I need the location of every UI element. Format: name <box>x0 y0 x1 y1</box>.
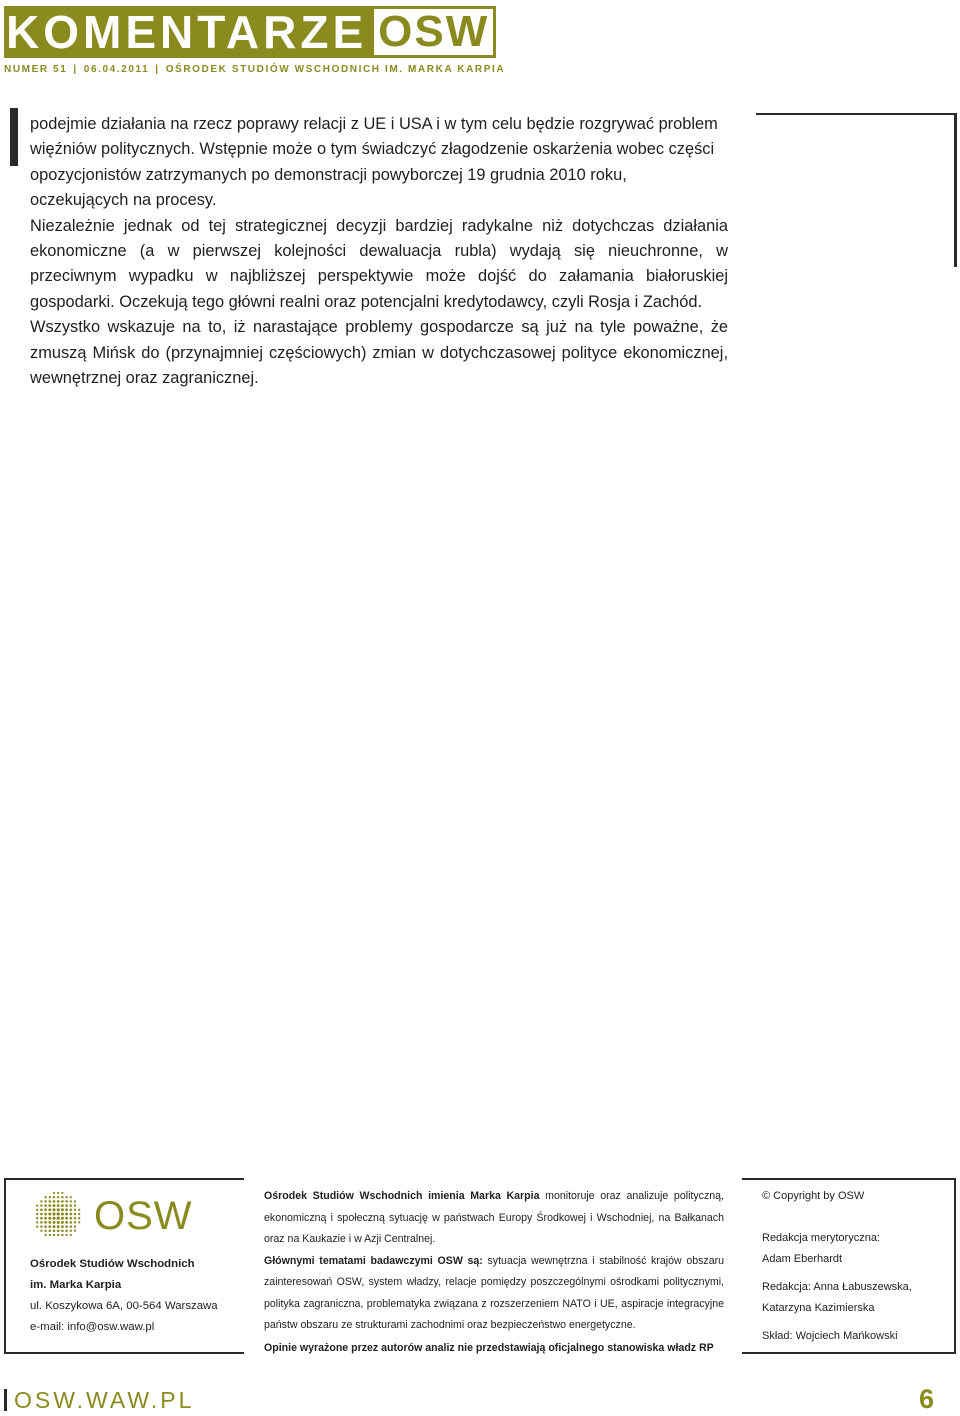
logo-dot <box>44 1213 47 1216</box>
logo-dot <box>40 1213 43 1216</box>
logo-dot <box>57 1212 60 1215</box>
right-rule-side <box>954 113 957 267</box>
logo-dot <box>74 1200 76 1202</box>
logo-dot <box>65 1208 68 1211</box>
logo-dot <box>53 1192 55 1194</box>
logo-dot <box>44 1217 47 1220</box>
sklad: Skład: Wojciech Mańkowski <box>762 1329 898 1342</box>
logo-dot <box>44 1221 47 1224</box>
logo-dot <box>69 1221 72 1224</box>
logo-dot <box>40 1200 42 1202</box>
editor-label: Redakcja merytoryczna: <box>762 1231 880 1244</box>
logo-dot <box>61 1225 64 1228</box>
logo-dot <box>48 1208 51 1211</box>
logo-dot <box>61 1212 64 1215</box>
logo-dot <box>52 1208 55 1211</box>
logo-dot <box>78 1217 80 1219</box>
logo-dot <box>78 1213 80 1215</box>
logo-dot <box>53 1204 56 1207</box>
about-paragraph-1 <box>264 1186 724 1251</box>
logo-dot <box>57 1234 59 1236</box>
logo-dot <box>40 1209 43 1212</box>
logo-dot <box>57 1196 59 1198</box>
logo-dot <box>44 1225 47 1228</box>
logo-dot <box>52 1212 55 1215</box>
logo-dot <box>61 1221 64 1224</box>
issue-date: 06.04.2011 <box>83 64 150 75</box>
logo-dot <box>74 1217 77 1220</box>
copyright: © Copyright by OSW <box>762 1190 865 1202</box>
logo-dot <box>69 1217 72 1220</box>
logo-dot <box>69 1213 72 1216</box>
logo-dot <box>53 1234 55 1236</box>
bottom-accent-bar <box>4 1389 7 1411</box>
logo-dot <box>74 1225 76 1227</box>
logo-dot <box>61 1229 64 1232</box>
logo-dot <box>52 1217 55 1220</box>
left-accent-bar <box>10 108 18 166</box>
logo-dot <box>78 1221 80 1223</box>
logo-dot <box>36 1213 38 1215</box>
logo-dot <box>40 1230 42 1232</box>
logo-dot <box>48 1212 51 1215</box>
logo-dot <box>57 1200 60 1203</box>
logo-dot <box>48 1221 51 1224</box>
logo-dot <box>65 1225 68 1228</box>
osw-logo-text: OSW <box>94 1193 193 1238</box>
issue-org: OŚRODEK STUDIÓW WSCHODNICH IM. MARKA KARPIA <box>165 64 506 75</box>
logo-dot <box>40 1225 42 1227</box>
logo-dot <box>65 1213 68 1216</box>
logo-dot <box>53 1229 56 1232</box>
about-p2-rest: sytuacja wewnętrzna i stabilność krajów obszaru zainteresowań OSW, system władzy, relacje pomiędzy poszczególnymi ośrodkami politycznymi, polityka zagraniczna, problematyka związana z rozszerzeniem NATO i UE, aspiracje integracyjne państw obszaru ze strukturami zachodnimi oraz bezpieczeństwo energetyczne. <box>264 1254 725 1331</box>
masthead-logo <box>4 6 505 58</box>
logo-dot <box>57 1204 60 1207</box>
logo-dot <box>36 1221 38 1223</box>
logo-dot <box>49 1200 52 1203</box>
logo-dot <box>57 1217 60 1220</box>
masthead-title: KOMENTARZE <box>4 6 371 58</box>
logo-dot <box>53 1196 55 1198</box>
logo-dot <box>57 1221 60 1224</box>
logo-dot <box>36 1209 38 1211</box>
logo-dot <box>74 1213 77 1216</box>
logo-dot <box>65 1234 67 1236</box>
about-p1-bold: Ośrodek Studiów Wschodnich imienia Marka Karpia <box>264 1190 540 1202</box>
logo-dot <box>70 1230 72 1232</box>
site-url[interactable]: OSW.WAW.PL <box>14 1387 195 1413</box>
logo-dot <box>65 1196 67 1198</box>
logo-dot <box>57 1229 60 1232</box>
logo-dot <box>40 1204 42 1206</box>
page-number: 6 <box>918 1384 934 1414</box>
paragraph-1: podejmie działania na rzecz poprawy relacji z UE i USA i w tym celu będzie rozgrywać problem więźniów politycznych. Wstępnie może o tym świadczyć złagodzenie oskarżenia wobec części opozycjonistów zatrzymanych po demonstracji powyborczej 19 grudnia 2010 roku, oczekujących na procesy. <box>30 115 718 210</box>
logo-dot <box>49 1230 52 1233</box>
logo-dot <box>40 1217 43 1220</box>
logo-dot <box>65 1217 68 1220</box>
article-body <box>30 112 728 391</box>
masthead <box>4 6 505 75</box>
globe-dots-icon <box>30 1190 86 1242</box>
footer-about-block <box>264 1186 724 1359</box>
logo-dot <box>65 1200 68 1203</box>
address-org: Ośrodek Studiów Wschodnich <box>30 1258 195 1270</box>
logo-dot <box>74 1230 76 1232</box>
logo-dot <box>61 1234 63 1236</box>
logo-dot <box>49 1196 51 1198</box>
about-paragraph-2 <box>264 1251 724 1337</box>
right-rule-top <box>756 113 956 115</box>
separator: | <box>155 64 160 75</box>
logo-dot <box>70 1234 72 1236</box>
logo-dot <box>61 1192 63 1194</box>
logo-dot <box>52 1221 55 1224</box>
logo-dot <box>57 1225 60 1228</box>
address-street: ul. Koszykowa 6A, 00-564 Warszawa <box>30 1300 218 1312</box>
logo-dot <box>74 1221 76 1223</box>
logo-dot <box>65 1221 68 1224</box>
logo-dot <box>57 1192 59 1194</box>
logo-dot <box>49 1234 51 1236</box>
footer-address-block <box>30 1188 240 1338</box>
logo-dot <box>70 1225 73 1228</box>
paragraph-3: Wszystko wskazuje na to, iż narastające problemy gospodarcze są już na tyle poważne, że zmuszą Mińsk do (przynajmniej częściowych) zmian w dotychczasowej polityce ekonomicznej, wewnętrznej oraz zagranicznej. <box>30 318 728 388</box>
paragraph-2: Niezależnie jednak od tej strategicznej decyzji bardziej radykalne niż dotychczas działania ekonomiczne (a w pierwszej kolejności dewaluacja rubla) wydają się nieuchronne, w przeciwnym wypadku w najbliższej perspektywie może dojść do załamania białoruskiej gospodarki. Oczekują tego główni realni oraz potencjalni kredytodawcy, czyli Rosja i Zachód. <box>30 216 728 311</box>
logo-dot <box>70 1196 72 1198</box>
logo-dot <box>74 1209 76 1211</box>
logo-dot <box>48 1225 51 1228</box>
address-email[interactable]: e-mail: info@osw.waw.pl <box>30 1321 155 1333</box>
logo-dot <box>57 1208 60 1211</box>
logo-dot <box>61 1204 64 1207</box>
logo-dot <box>65 1230 68 1233</box>
footer-credits-block <box>762 1186 952 1347</box>
logo-dot <box>40 1221 43 1224</box>
about-disclaimer: Opinie wyrażone przez autorów analiz nie przedstawiają oficjalnego stanowiska władz RP <box>264 1341 714 1354</box>
about-p1-rest: monitoruje oraz analizuje polityczną, ekonomiczną i społeczną sytuację w państwach Europy Środkowej i Wschodniej, na Bałkanach oraz na Kaukazie i w Azji Centralnej. <box>264 1190 724 1245</box>
redakcja-line-2: Katarzyna Kazimierska <box>762 1302 875 1314</box>
logo-dot <box>74 1204 76 1206</box>
logo-dot <box>53 1225 56 1228</box>
issue-line <box>4 64 505 75</box>
logo-dot <box>78 1209 80 1211</box>
logo-dot <box>61 1200 64 1203</box>
logo-dot <box>44 1208 47 1211</box>
logo-dot <box>70 1200 72 1202</box>
logo-dot <box>36 1225 38 1227</box>
logo-dot <box>44 1230 46 1232</box>
logo-dot <box>53 1200 56 1203</box>
logo-dot <box>36 1217 38 1219</box>
separator: | <box>73 64 78 75</box>
about-p2-bold: Głównymi tematami badawczymi OSW są: <box>264 1254 483 1267</box>
osw-logo <box>30 1188 240 1244</box>
logo-dot <box>70 1204 73 1207</box>
logo-dot <box>44 1200 46 1202</box>
redakcja-line-1: Redakcja: Anna Łabuszewska, <box>762 1280 912 1293</box>
issue-number: NUMER 51 <box>4 64 68 75</box>
logo-dot <box>44 1204 47 1207</box>
logo-dot <box>44 1234 46 1236</box>
logo-dot <box>65 1204 68 1207</box>
logo-dot <box>48 1204 51 1207</box>
logo-dot <box>61 1196 63 1198</box>
masthead-osw: OSW <box>371 6 496 58</box>
logo-dot <box>44 1196 46 1198</box>
logo-dot <box>48 1217 51 1220</box>
logo-dot <box>36 1204 38 1206</box>
logo-dot <box>61 1208 64 1211</box>
logo-dot <box>69 1208 72 1211</box>
address-patron: im. Marka Karpia <box>30 1279 122 1291</box>
editor-name: Adam Eberhardt <box>762 1253 843 1265</box>
logo-dot <box>61 1217 64 1220</box>
